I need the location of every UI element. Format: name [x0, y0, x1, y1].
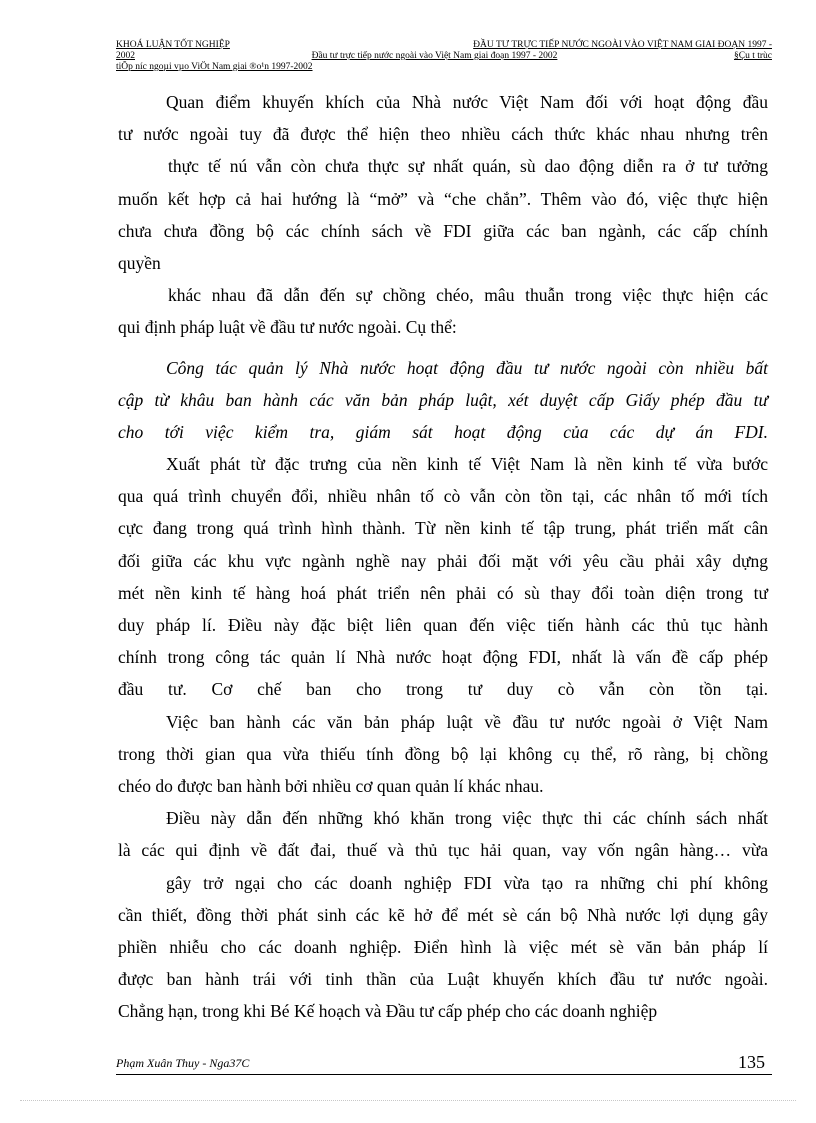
text-line: khác nhau đã dẫn đến sự chồng chéo, mâu thuẫn trong việc thực hiện các — [168, 285, 768, 306]
text-line: Quan điểm khuyến khích của Nhà nước Việt Nam đối với hoạt động đầu — [166, 92, 768, 112]
text-line: muốn kết hợp cả hai hướng là “mở” và “che chắn”. Thêm vào đó, việc thực hiện — [118, 188, 768, 209]
text-line: quyền — [118, 252, 161, 273]
text-line: trong thời gian qua vừa thiếu tính đồng bộ lại không cụ thể, rõ ràng, bị chồng — [118, 743, 768, 764]
header-line3: tiÕp níc ngoµi vµo ViÖt Nam giai ®o¹n 1997-2002 — [116, 62, 313, 72]
page-body — [118, 86, 768, 1027]
text-line: được ban hành trái với tinh thần của Luật khuyến khích đầu tư nước ngoài. — [118, 969, 768, 990]
header-line2-middle: Đầu tư trực tiếp nước ngoài vào Việt Nam giai đoạn 1997 - 2002 — [311, 51, 558, 61]
paragraph-gap — [118, 344, 768, 352]
text-line: qua quá trình chuyển đổi, nhiều nhân tố cò vẫn còn tồn tại, các nhân tố mới tích — [118, 486, 768, 507]
text-line: chưa chưa đồng bộ các chính sách về FDI giữa các ban ngành, các cấp chính — [118, 220, 768, 241]
text-line: qui định pháp luật về đầu tư nước ngoài. Cụ thể: — [118, 317, 457, 338]
text-line: là các qui định về đất đai, thuế và thủ tục hải quan, vay vốn ngân hàng… vừa — [118, 840, 768, 861]
page-bottom-dotted-line — [20, 1100, 796, 1101]
text-line: Chẳng hạn, trong khi Bé Kế hoạch và Đầu tư cấp phép cho các doanh nghiệp — [118, 1001, 658, 1022]
header-line2-left: 2002 — [116, 51, 135, 61]
italic-text-line: cho tới việc kiểm tra, giám sát hoạt động của các dự án FDI. — [118, 421, 768, 442]
text-line: gây trở ngại cho các doanh nghiệp FDI vừa tạo ra những chi phí không — [166, 872, 768, 893]
running-header-line3 — [116, 62, 772, 73]
text-line: đầu tư. Cơ chế ban cho trong tư duy cò vẫn còn tồn tại. — [118, 679, 768, 700]
text-line: cực đang trong quá trình hình thành. Từ nền kinh tế tập trung, phát triển mất cân — [118, 518, 768, 539]
text-line: duy pháp lí. Điều này đặc biệt liên quan đến việc tiến hành các thủ tục hành — [118, 615, 768, 635]
header-left: KHOÁ LUẬN TỐT NGHIỆP — [116, 40, 230, 50]
text-line: mét nền kinh tế hàng hoá phát triển nên phải có sù thay đổi toàn diện trong tư — [118, 582, 768, 603]
text-line: thực tế nú vẫn còn chưa thực sự nhất quán, sù dao động diễn ra ở tư tưởng — [168, 156, 768, 177]
text-line: cần thiết, đồng thời phát sinh các kẽ hở để mét sè cán bộ Nhà nước lợi dụng gây — [118, 904, 768, 925]
footer-author: Phạm Xuân Thuy - Nga37C — [116, 1056, 250, 1070]
text-line: Xuất phát từ đặc trưng của nền kinh tế Việt Nam là nền kinh tế vừa bước — [166, 454, 768, 475]
running-header — [116, 40, 772, 51]
italic-text-line: Công tác quản lý Nhà nước hoạt động đầu tư nước ngoài còn nhiều bất — [166, 357, 768, 378]
text-line: chính trong công tác quản lí Nhà nước hoạt động FDI, nhất là vấn đề cấp phép — [118, 647, 768, 668]
text-line: đối giữa các khu vực ngành nghề nay phải đối mặt với yêu cầu phải xây dựng — [118, 550, 768, 571]
header-line2-right: §Çu t trùc — [733, 51, 772, 61]
running-header-line2 — [116, 51, 772, 62]
footer-rule — [116, 1074, 772, 1075]
header-right: ĐẦU TƯ TRỰC TIẾP NƯỚC NGOÀI VÀO VIỆT NAM GIAI ĐOẠN 1997 - — [473, 40, 772, 50]
text-line: chéo do được ban hành bởi nhiều cơ quan quản lí khác nhau. — [118, 775, 544, 796]
text-line: Việc ban hành các văn bản pháp luật về đầu tư nước ngoài ở Việt Nam — [166, 711, 768, 732]
text-line: Điều này dẫn đến những khó khăn trong việc thực thi các chính sách nhất — [166, 808, 768, 829]
italic-text-line: cập từ khâu ban hành các văn bản pháp luật, xét duyệt cấp Giấy phép đầu tư — [118, 389, 768, 410]
text-line: phiền nhiễu cho các doanh nghiệp. Điển hình là việc mét sè văn bản pháp lí — [118, 936, 768, 957]
page-number: 135 — [738, 1052, 765, 1072]
text-line: tư nước ngoài tuy đã được thể hiện theo nhiều cách thức khác nhau nhưng trên — [118, 124, 768, 145]
